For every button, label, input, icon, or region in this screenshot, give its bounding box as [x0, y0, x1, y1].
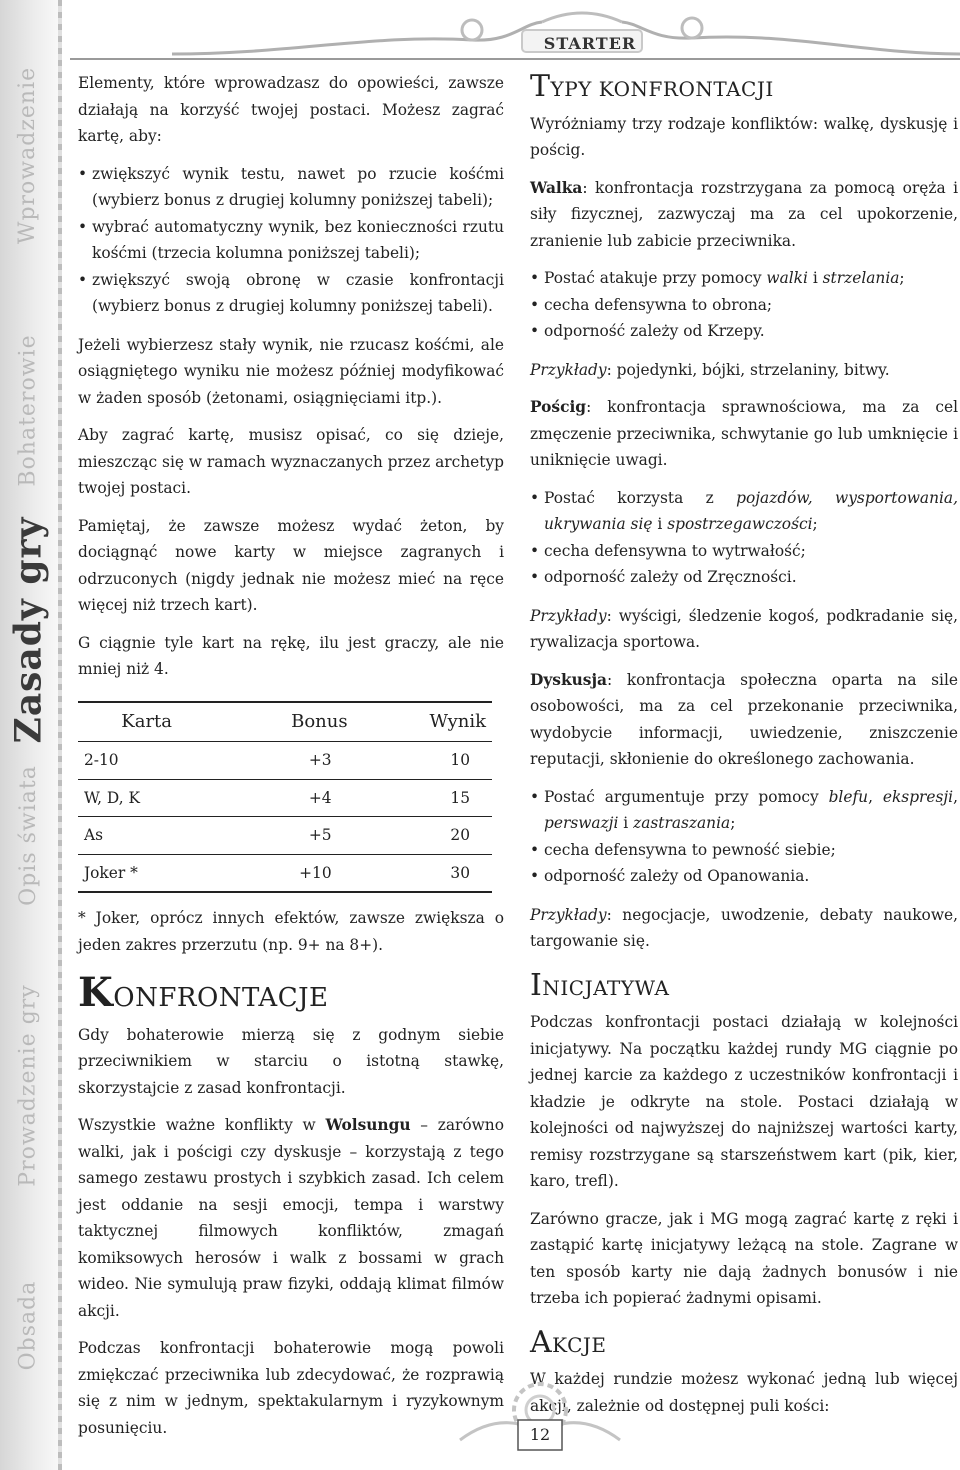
- chapter-tab-obsada[interactable]: [0, 1260, 56, 1390]
- list-item: • odporność zależy od Zręczności.: [530, 564, 958, 591]
- skill-name: spostrzegawczości: [667, 515, 813, 533]
- text-span: Postać korzysta z: [544, 488, 737, 507]
- paragraph: Aby zagrać kartę, musisz opisać, co się dzieje, mieszcząc się w ramach wyznaczanych przez archetyp twojej postaci.: [78, 426, 504, 497]
- heading-initial: I: [530, 967, 543, 1003]
- chapter-tab-label: Wprowadzenie: [15, 66, 41, 244]
- heading-initial: A: [530, 1324, 553, 1360]
- text-span: : konfrontacja społeczna oparta na sile osobowości, ma za cel przekonanie przeciwnika, wydobycie informacji, uwiedzenie, zniszczenie reputacji, skłonienie do określonego zachowania.: [530, 670, 958, 768]
- list-item: [530, 485, 958, 538]
- table-cell: +5: [215, 817, 353, 855]
- chapter-tab-label: Obsada: [15, 1280, 41, 1370]
- table-cell: 20: [354, 817, 492, 855]
- list-item: • cecha defensywna to wytrwałość;: [530, 538, 958, 565]
- header-title: STARTER: [543, 34, 637, 53]
- list-item: • zwiększyć swoją obronę w czasie konfrontacji (wybierz bonus z drugiej kolumny poniższej tabeli).: [78, 267, 504, 320]
- text-span: i: [807, 269, 823, 287]
- examples-label: Przykłady: [530, 606, 607, 625]
- chapter-tab-wprowadzenie[interactable]: [0, 20, 56, 290]
- strip-decorative-edge: [58, 0, 62, 1470]
- text-span: : negocjacje, uwodzenie, debaty naukowe, targowanie się.: [530, 905, 958, 950]
- dyskusja-list: [530, 784, 958, 890]
- column-header-bonus: Bonus: [215, 702, 353, 742]
- heading-rest: YPY KONFRONTACJI: [550, 77, 774, 101]
- text-span: : pojedynki, bójki, strzelaniny, bitwy.: [606, 360, 890, 379]
- text-span: ;: [899, 269, 905, 287]
- bold-term: Wolsungu: [325, 1116, 411, 1134]
- table-cell: 10: [354, 742, 492, 780]
- heading-rest: NICJATYWA: [542, 975, 670, 1000]
- list-item: • odporność zależy od Krzepy.: [530, 318, 958, 345]
- table-row: [78, 742, 492, 780]
- text-span: ,: [953, 787, 959, 806]
- table-cell: 30: [354, 854, 492, 892]
- paragraph: Zarówno gracze, jak i MG mogą zagrać kartę z ręki i zastąpić kartę inicjatywy leżącą na stole. Zagrane w ten sposób karty nie dają żadnych bonusów i nie trzeba ich popierać żadnymi opisami.: [530, 1209, 958, 1307]
- text-span: i: [652, 515, 668, 533]
- chapter-tab-bohaterowie[interactable]: [0, 300, 56, 520]
- table-cell: +3: [215, 742, 353, 780]
- list-item: [530, 265, 958, 292]
- page-header: [62, 0, 960, 70]
- section-heading-typy-konfrontacji: [530, 69, 958, 104]
- column-header-karta: Karta: [78, 702, 215, 742]
- heading-rest: KCJE: [552, 1332, 607, 1357]
- text-span: – zarówno walki, jak i pościgi czy dyskusje – korzystają z tego samego zestawu prostych i szybkich zasad. Ich celem jest oddanie na sesji emocji, tempa i warstwy taktycznej filmowych konfliktów, zmagań komiksowych herosów i walk z bossami w grach wideo. Nie symulują praw fizyki, oddają klimat filmów akcji.: [78, 1116, 504, 1320]
- text-span: ;: [730, 814, 736, 832]
- paragraph: Podczas konfrontacji bohaterowie mogą powoli zmiękczać przeciwnika lub zdecydować, że rozprawią się z nim w jednym, spektakularnym i ryzykownym posunięciu.: [78, 1339, 504, 1437]
- header-rule: [70, 58, 960, 60]
- skill-name: perswazji: [544, 814, 619, 832]
- text-span: ;: [812, 515, 818, 533]
- paragraph-examples: [530, 603, 958, 656]
- table-cell: Joker *: [78, 854, 215, 892]
- column-header-wynik: Wynik: [354, 702, 492, 742]
- text-span: Wszystkie ważne konflikty w: [78, 1116, 326, 1134]
- section-heading-akcje: [530, 1324, 958, 1360]
- term-walka: Walka: [530, 178, 583, 197]
- chapter-tab-opis-swiata[interactable]: [0, 750, 56, 920]
- intro-paragraph: Elementy, które wprowadzasz do opowieści, zawsze działają na korzyść twojej postaci. Możesz zagrać kartę, aby:: [78, 74, 504, 145]
- list-item: • zwiększyć wynik testu, nawet po rzucie kośćmi (wybierz bonus z drugiej kolumny poniższej tabeli);: [78, 161, 504, 214]
- paragraph-poscig: [530, 394, 958, 474]
- section-heading-inicjatywa: [530, 967, 958, 1003]
- table-cell: W, D, K: [78, 779, 215, 817]
- text-span: : konfrontacja sprawnościowa, ma za cel zmęczenie przeciwnika, schwytanie go lub umknięcie i uniknięcie uwagi.: [530, 398, 958, 469]
- table-row: [78, 854, 492, 892]
- section-heading-konfrontacje: [78, 969, 504, 1016]
- right-column: [530, 70, 958, 1430]
- list-item: [530, 784, 958, 837]
- list-item: • wybrać automatyczny wynik, bez konieczności rzutu kośćmi (trzecia kolumna poniższej tabeli);: [78, 214, 504, 267]
- paragraph-dyskusja: [530, 667, 958, 773]
- skill-name: strzelania: [822, 269, 900, 287]
- heading-rest: ONFRONTACJE: [113, 983, 329, 1013]
- page-footer: [440, 1370, 640, 1470]
- paragraph: Podczas konfrontacji postaci działają w kolejności inicjatywy. Na początku każdej rundy MG ciągnie po jednej karcie za każdego z uczestników konfrontacji i kładzie je odkryte na stole. Postaci działają w kolejności od najwyższej do najniższej wartości karty, remisy rozstrzygane są starszeństwem kart (pik, kier, karo, trefl).: [530, 1013, 958, 1190]
- text-span: Postać argumentuje przy pomocy: [544, 787, 829, 806]
- examples-label: Przykłady: [530, 905, 607, 924]
- chapter-tab-label: Bohaterowie: [15, 333, 41, 487]
- table-header-row: [78, 702, 492, 742]
- paragraph: Gdy bohaterowie mierzą się z godnym siebie przeciwnikiem w starciu o istotną stawkę, skorzystajcie z zasad konfrontacji.: [78, 1025, 504, 1097]
- card-uses-list: [78, 161, 504, 320]
- table-cell: 2-10: [78, 742, 215, 780]
- list-item: • cecha defensywna to pewność siebie;: [530, 837, 958, 864]
- chapter-strip: [0, 0, 62, 1470]
- page-number: 12: [529, 1425, 551, 1444]
- list-item: • odporność zależy od Opanowania.: [530, 863, 958, 890]
- table-cell: +10: [215, 854, 353, 892]
- list-item: • cecha defensywna to obrona;: [530, 292, 958, 319]
- paragraph: G ciągnie tyle kart na rękę, ilu jest graczy, ale nie mniej niż 4.: [78, 633, 504, 678]
- skill-name: blefu: [828, 787, 869, 806]
- table-cell: As: [78, 817, 215, 855]
- paragraph-examples: [530, 902, 958, 955]
- text-span: i: [618, 814, 634, 832]
- chapter-tab-label: Opis świata: [15, 764, 41, 906]
- chapter-tab-label: Prowadzenie gry: [15, 983, 41, 1187]
- skill-name: pojazdów, wysportowania, ukrywania się: [544, 488, 958, 533]
- poscig-list: [530, 485, 958, 591]
- paragraph: Pamiętaj, że zawsze możesz wydać żeton, by dociągnąć nowe karty w miejsce zagranych i odrzuconych (nigdy jednak nie możesz mieć na ręce więcej niż trzech kart).: [78, 516, 504, 614]
- table-row: [78, 817, 492, 855]
- paragraph: [78, 1112, 504, 1324]
- chapter-tab-label: Zasady gry: [7, 516, 50, 744]
- paragraph-examples: [530, 357, 958, 384]
- card-table: [78, 701, 492, 894]
- left-column: [78, 70, 504, 1452]
- paragraph-walka: [530, 175, 958, 255]
- text-span: ,: [868, 787, 883, 806]
- paragraph: W każdej rundzie możesz wykonać jedną lub więcej akcji, zależnie od dostępnej puli kości:: [530, 1370, 958, 1415]
- chapter-tab-zasady-gry[interactable]: [0, 516, 56, 744]
- chapter-tab-prowadzenie-gry[interactable]: [0, 960, 56, 1210]
- paragraph: Jeżeli wybierzesz stały wynik, nie rzucasz kośćmi, ale osiągniętego wyniku nie możesz później modyfikować w żaden sposób (żetonami, osiągnięciami itp.).: [78, 335, 504, 407]
- heading-initial: T: [530, 69, 551, 104]
- paragraph: Wyróżniamy trzy rodzaje konfliktów: walkę, dyskusję i pościg.: [530, 114, 958, 159]
- text-span: : konfrontacja rozstrzygana za pomocą oręża i siły fizycznej, zazwyczaj ma za cel upokorzenie, zranienie lub zabicie przeciwnika.: [530, 178, 958, 250]
- term-poscig: Pościg: [530, 398, 587, 416]
- table-cell: +4: [215, 779, 353, 817]
- table-footnote: * Joker, oprócz innych efektów, zawsze zwiększa o jeden zakres przerzutu (np. 9+ na 8+).: [78, 909, 504, 954]
- text-span: Postać atakuje przy pomocy: [544, 269, 767, 287]
- examples-label: Przykłady: [530, 360, 607, 379]
- table-row: [78, 779, 492, 817]
- heading-initial: K: [78, 969, 114, 1016]
- skill-name: zastraszania: [633, 814, 731, 832]
- walka-list: [530, 265, 958, 345]
- skill-name: ekspresji: [882, 787, 954, 806]
- skill-name: walki: [766, 269, 808, 287]
- text-span: : wyścigi, śledzenie kogoś, podkradanie się, rywalizacja sportowa.: [530, 606, 958, 651]
- term-dyskusja: Dyskusja: [530, 670, 608, 689]
- table-cell: 15: [354, 779, 492, 817]
